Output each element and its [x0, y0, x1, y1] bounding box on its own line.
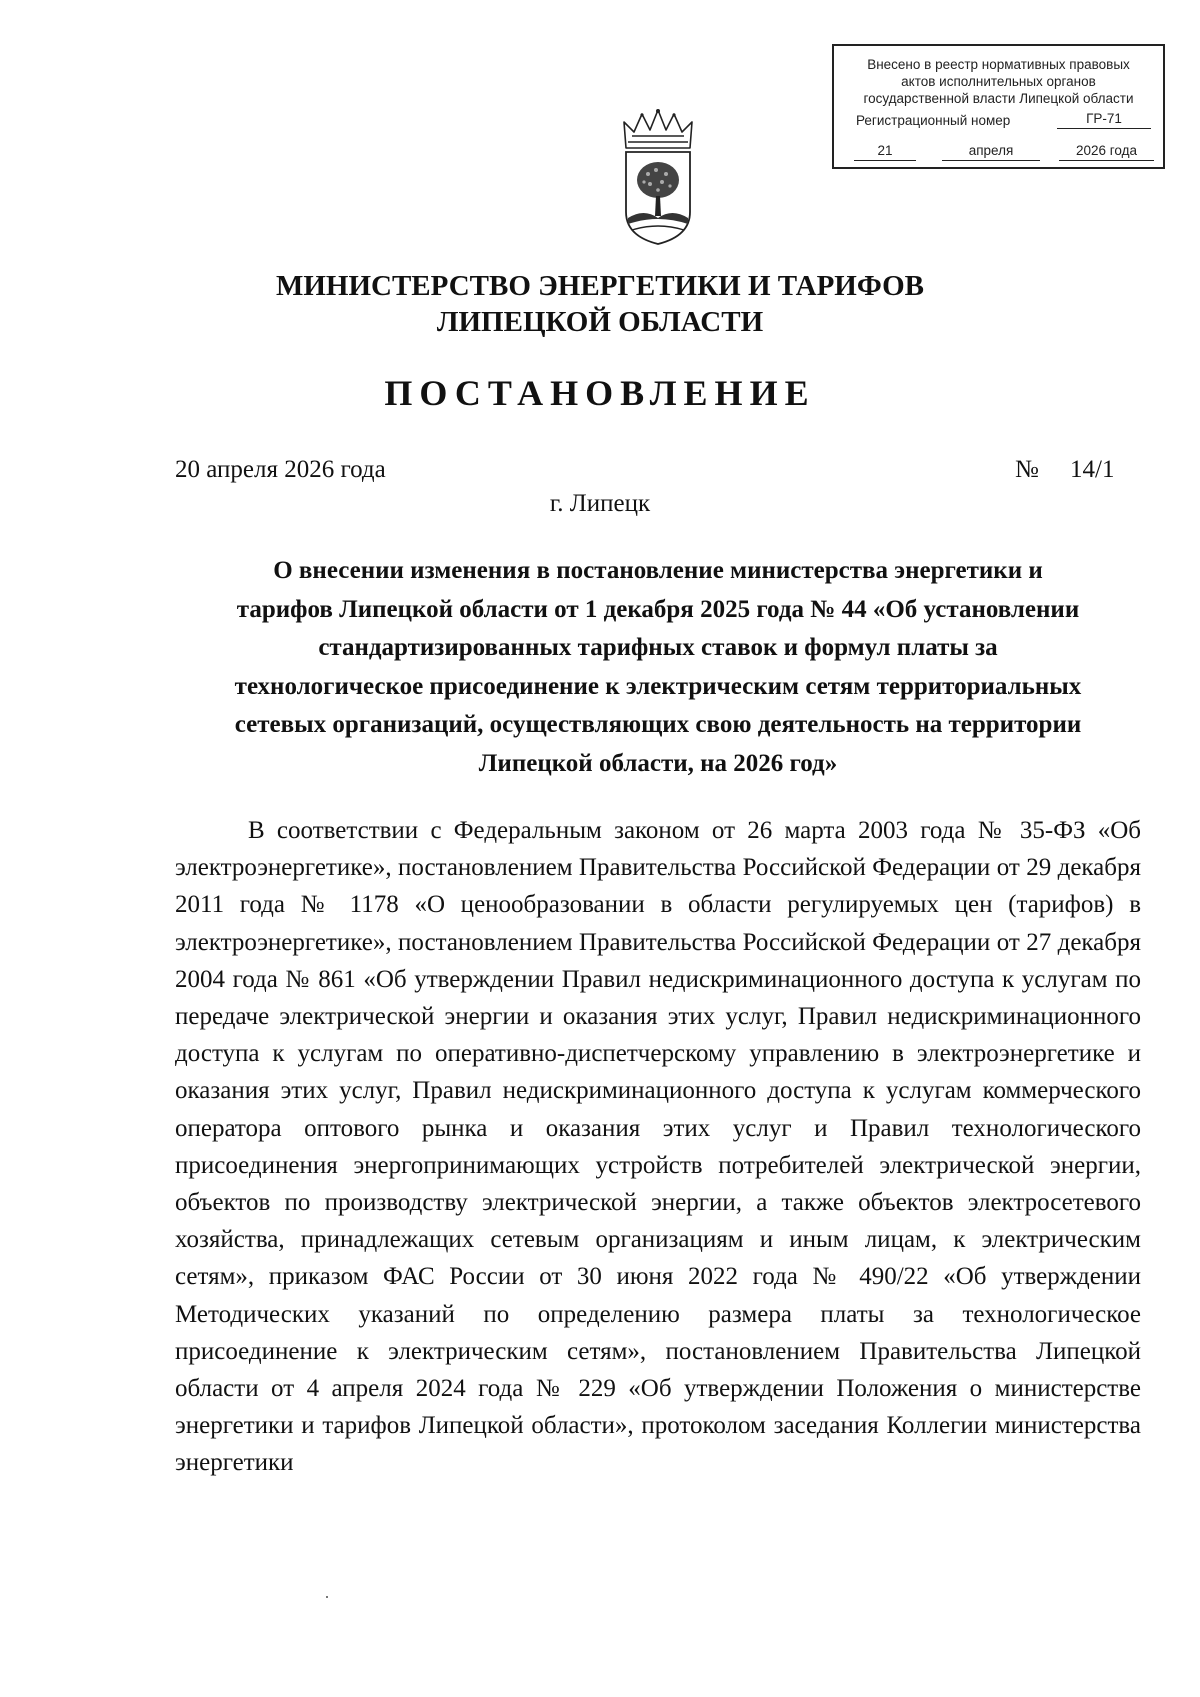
subject-line-6: Липецкой области, на 2026 год» — [478, 749, 838, 777]
ministry-line-1: МИНИСТЕРСТВО ЭНЕРГЕТИКИ И ТАРИФОВ — [275, 270, 925, 302]
lipetsk-coat-of-arms-icon — [620, 108, 696, 246]
stamp-day: 21 — [854, 142, 916, 161]
stamp-reg-number: ГР-71 — [1057, 110, 1151, 129]
document-number: 14/1 — [1070, 456, 1115, 483]
ministry-line-2: ЛИПЕЦКОЙ ОБЛАСТИ — [436, 306, 764, 338]
document-city: г. Липецк — [549, 490, 651, 517]
subject-line-2: тарифов Липецкой области от 1 декабря 2025 года № 44 «Об установлении — [236, 595, 1080, 623]
scan-artifact — [326, 1596, 328, 1598]
stamp-reg-label: Регистрационный номер — [856, 113, 1011, 128]
registry-stamp — [832, 44, 1165, 169]
stamp-month: апреля — [942, 142, 1040, 161]
body-paragraph: В соответствии с Федеральным законом от 26 марта 2003 года № 35-ФЗ «Об электроэнергетике», постановлением Правительства Российской Федерации от 29 декабря 2011 года № 1178 «О ценообразовании в области регулируемых цен (тарифов) в электроэнергетике», постановлением Правительства Российской Федерации от 27 декабря 2004 года № 861 «Об утверждении Правил недискриминационного доступа к услугам по передаче электрической энергии и оказания этих услуг, Правил недискриминационного доступа к услугам по оперативно-диспетчерскому управлению в электроэнергетике и оказания этих услуг, Правил недискриминационного доступа к услугам коммерческого оператора оптового рынка и оказания этих услуг и Правил технологического присоединения энергопринимающих устройств потребителей электрической энергии, объектов по производству электрической энергии, а также объектов электросетевого хозяйства, принадлежащих сетевым организациям и иным лицам, к электрическим сетям», приказом ФАС России от 30 июня 2022 года № 490/22 «Об утверждении Методических указаний по определению размера платы за технологическое присоединение к электрическим сетям», постановлением Правительства Липецкой области от 4 апреля 2024 года № 229 «Об утверждении Положения о министерстве энергетики и тарифов Липецкой области», протоколом заседания Коллегии министерства энергетики — [175, 817, 1141, 1477]
document-subject — [175, 552, 1141, 783]
stamp-line-1: Внесено в реестр нормативных правовых — [867, 57, 1130, 72]
number-sign: № — [1015, 456, 1039, 483]
subject-line-4: технологическое присоединение к электрическим сетям территориальных — [234, 672, 1082, 700]
document-type: ПОСТАНОВЛЕНИЕ — [384, 373, 816, 413]
stamp-line-2: актов исполнительных органов — [901, 74, 1096, 89]
ministry-name — [0, 268, 1200, 340]
subject-line-5: сетевых организаций, осуществляющих свою деятельность на территории — [234, 711, 1082, 738]
subject-line-1: О внесении изменения в постановление министерства энергетики и — [273, 557, 1043, 584]
subject-line-3: стандартизированных тарифных ставок и формул платы за — [318, 634, 998, 661]
document-date: 20 апреля 2026 года — [175, 456, 386, 483]
stamp-year: 2026 года — [1059, 142, 1154, 161]
stamp-line-3: государственной власти Липецкой области — [863, 91, 1134, 106]
